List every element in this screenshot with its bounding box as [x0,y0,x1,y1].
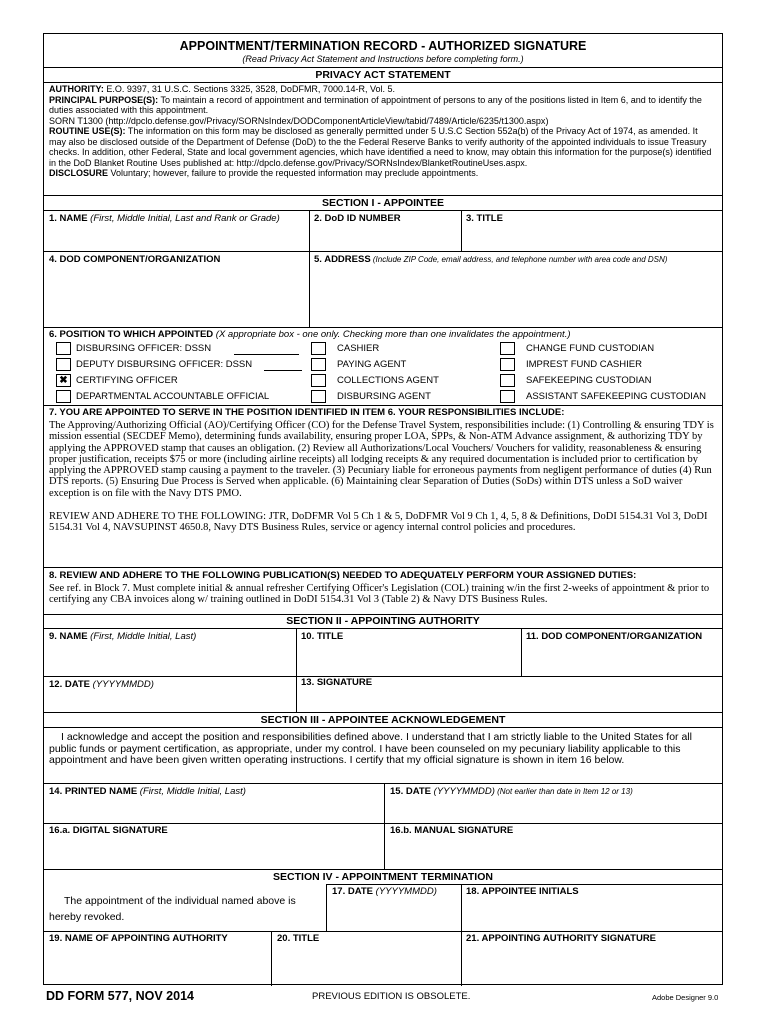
section-2-heading: SECTION II - APPOINTING AUTHORITY [286,615,480,627]
privacy-statement: AUTHORITY: E.O. 9397, 31 U.S.C. Sections 3325, 3528, DoDFMR, 7000.14-R, Vol. 5. PRINCIPAL PURPOSE(S): To maintain a record of appointment and termination of appointment of persons to any of the positions listed in Item 6, and to identify the duties associated with this appointment. SORN T1300 (http://dpclo.defense.gov/Privacy/SORNsIndex/DODComponentArticleView/tabid/7489/Article/6235/t1300.aspx) ROUTINE USE(S): The information on this form may be disclosed as generally permitted under 5 U.S.C Section 552a(b) of the Privacy Act of 1974, as amended. It may also be disclosed outside of the Department of Defense (DoD) to the the Federal Reserve Banks to verify authority of the appointed individuals to issue Treasury checks. In addition, other Federal, State and local government agencies, which have identified a need to know, may obtain this information for the purpose(s) identified in the DoD Blanket Routine Uses published at: http://dpclo.defense.gov/Privacy/SORNsIndex/BlanketRoutineUses.aspx. DISCLOSURE Voluntary; however, failure to provide the requested information may preclude appointments. [49,84,712,178]
field-15-date[interactable]: 15. DATE (YYYYMMDD) (Not earlier than date in Item 12 or 13) [390,786,633,797]
field-9-name[interactable]: 9. NAME (First, Middle Initial, Last) [49,631,197,642]
field-3-title[interactable]: 3. TITLE [466,213,503,224]
acknowledgement-text: I acknowledge and accept the position and responsibilities defined above. I understand that I am strictly liable to the United States for all public funds or payment certification, as appropriate, under my control. I have been counseled on my pecuniary liability applicable to this appointment and have been given written operating instructions. I certify that my official signature is shown in item 16 below. [49,731,692,766]
section-3-heading: SECTION III - APPOINTEE ACKNOWLEDGEMENT [260,714,506,726]
field-18-initials[interactable]: 18. APPOINTEE INITIALS [466,886,579,897]
form-subtitle: (Read Privacy Act Statement and Instructions before completing form.) [242,54,524,64]
field-16a-digital-signature[interactable]: 16.a. DIGITAL SIGNATURE [49,825,168,836]
label-safekeeping: SAFEKEEPING CUSTODIAN [526,375,652,386]
field-8-text: See ref. in Block 7. Must complete initial & annual refresher Certifying Officer's Legislation (COL) training w/in the first 2-weeks of appointment & prior to certifying any CBA invoices along w/ training outlined in DoDI 5154.31 Vol 3 (Table 2) & Navy DTS Business Rules. [49,583,710,606]
field-7-label: 7. YOU ARE APPOINTED TO SERVE IN THE POSITION IDENTIFIED IN ITEM 6. YOUR RESPONSIBILITIES INCLUDE: [49,407,565,418]
section-1-heading: SECTION I - APPOINTEE [321,197,445,209]
checkbox-change-fund[interactable] [500,342,515,355]
field-17-date[interactable]: 17. DATE (YYYYMMDD) [332,886,437,897]
field-7-review: REVIEW AND ADHERE TO THE FOLLOWING: JTR, DoDFMR Vol 5 Ch 1 & 5, DoDFMR Vol 9 Ch 1, 4, 5, 8 & Definitions, DoDI 5154.31 Vol 3, DoDI 5154.31 Vol 4, NAVSUPINST 4650.8, Navy DTS Business Rules, service or agency internal control policies and procedures. [49,511,708,534]
field-4-component[interactable]: 4. DOD COMPONENT/ORGANIZATION [49,254,221,265]
checkbox-disbursing-agent[interactable] [311,390,326,403]
privacy-heading: PRIVACY ACT STATEMENT [315,69,451,81]
checkbox-collections-agent[interactable] [311,374,326,387]
checkbox-imprest-fund[interactable] [500,358,515,371]
field-20-title[interactable]: 20. TITLE [277,933,320,944]
field-19-appointing-name[interactable]: 19. NAME OF APPOINTING AUTHORITY [49,933,228,944]
field-6-position: 6. POSITION TO WHICH APPOINTED (X appropriate box - one only. Checking more than one invalidates the appointment.) [49,329,571,340]
field-16b-manual-signature[interactable]: 16.b. MANUAL SIGNATURE [390,825,514,836]
checkbox-disbursing-officer[interactable] [56,342,71,355]
field-7-text: The Approving/Authorizing Official (AO)/Certifying Officer (CO) for the Defense Travel System, responsibilities include: (1) Controlling & ensuring TDY is mission essential (SECDEF Memo), determining funds availability, ensuring proper LOA, SPPs, & Non-ATM Advance assignment, & authorizing TDY by applying the APPROVED stamp that causes an obligation. (2) Review all Authorizations/Local Vouchers/ Vouchers for validity, reasonableness & ensuring proper justification, receipts $75 or more (including airline receipts) all lodging receipts & any required documentation is included prior to certification by applying the APPROVED stamp causing a payment to the traveler. (3) Pecuniary liable for erroneous payments from negligent performance of duties (4) Run DTS reports. (5) Ensuring Due Process is Served when applicable. (6) Maintaining clear Separation of Duties (SoDs) within DTS unless a SoD waiver exception is on file with the Navy DTS PMO. [49,420,714,499]
label-assistant-safekeeping: ASSISTANT SAFEKEEPING CUSTODIAN [526,391,707,402]
label-cashier: CASHIER [337,343,380,354]
label-collections-agent: COLLECTIONS AGENT [337,375,439,386]
label-certifying-officer: CERTIFYING OFFICER [76,375,178,386]
field-13-signature[interactable]: 13. SIGNATURE [301,677,373,688]
checkbox-deputy-disbursing[interactable] [56,358,71,371]
form-number: DD FORM 577, NOV 2014 [46,989,194,1003]
field-10-title[interactable]: 10. TITLE [301,631,344,642]
checkbox-paying-agent[interactable] [311,358,326,371]
field-1-name[interactable]: 1. NAME (First, Middle Initial, Last and Rank or Grade) [49,213,280,224]
routine-uses-link[interactable]: http://dpclo.defense.gov/Privacy/SORNsIndex/BlanketRoutineUses.aspx [236,157,525,168]
revocation-text: The appointment of the individual named above is hereby revoked. [49,895,296,923]
field-21-signature[interactable]: 21. APPOINTING AUTHORITY SIGNATURE [466,933,657,944]
field-2-dod-id[interactable]: 2. DoD ID NUMBER [314,213,401,224]
label-disbursing-agent: DISBURSING AGENT [337,391,431,402]
label-imprest-fund: IMPREST FUND CASHIER [526,359,642,370]
checkbox-safekeeping[interactable] [500,374,515,387]
checkbox-assistant-safekeeping[interactable] [500,390,515,403]
form-title: APPOINTMENT/TERMINATION RECORD - AUTHORIZED SIGNATURE [179,39,587,53]
label-deputy-disbursing: DEPUTY DISBURSING OFFICER: DSSN [76,359,253,370]
field-11-component[interactable]: 11. DOD COMPONENT/ORGANIZATION [526,631,703,642]
checkbox-departmental-official[interactable] [56,390,71,403]
label-paying-agent: PAYING AGENT [337,359,407,370]
checkbox-cashier[interactable] [311,342,326,355]
dd-form-577 [43,33,723,985]
designer-note: Adobe Designer 9.0 [652,993,719,1002]
field-14-printed-name[interactable]: 14. PRINTED NAME (First, Middle Initial, Last) [49,786,246,797]
label-disbursing-officer: DISBURSING OFFICER: DSSN [76,343,212,354]
label-departmental-official: DEPARTMENTAL ACCOUNTABLE OFFICIAL [76,391,270,402]
label-change-fund: CHANGE FUND CUSTODIAN [526,343,655,354]
checkbox-certifying-officer[interactable]: ✖ [56,374,71,387]
field-5-address[interactable]: 5. ADDRESS (Include ZIP Code, email address, and telephone number with area code and DSN) [314,254,668,265]
field-12-date[interactable]: 12. DATE (YYYYMMDD) [49,679,154,690]
field-8-label: 8. REVIEW AND ADHERE TO THE FOLLOWING PUBLICATION(S) NEEDED TO ADEQUATELY PERFORM YOUR ASSIGNED DUTIES: [49,570,637,581]
sorn-link[interactable]: http://dpclo.defense.gov/Privacy/SORNsIndex/DODComponentArticleView/tabid/7489/Article/6235/t1300.aspx [108,115,546,126]
section-4-heading: SECTION IV - APPOINTMENT TERMINATION [273,871,493,883]
obsolete-notice: PREVIOUS EDITION IS OBSOLETE. [312,991,471,1002]
